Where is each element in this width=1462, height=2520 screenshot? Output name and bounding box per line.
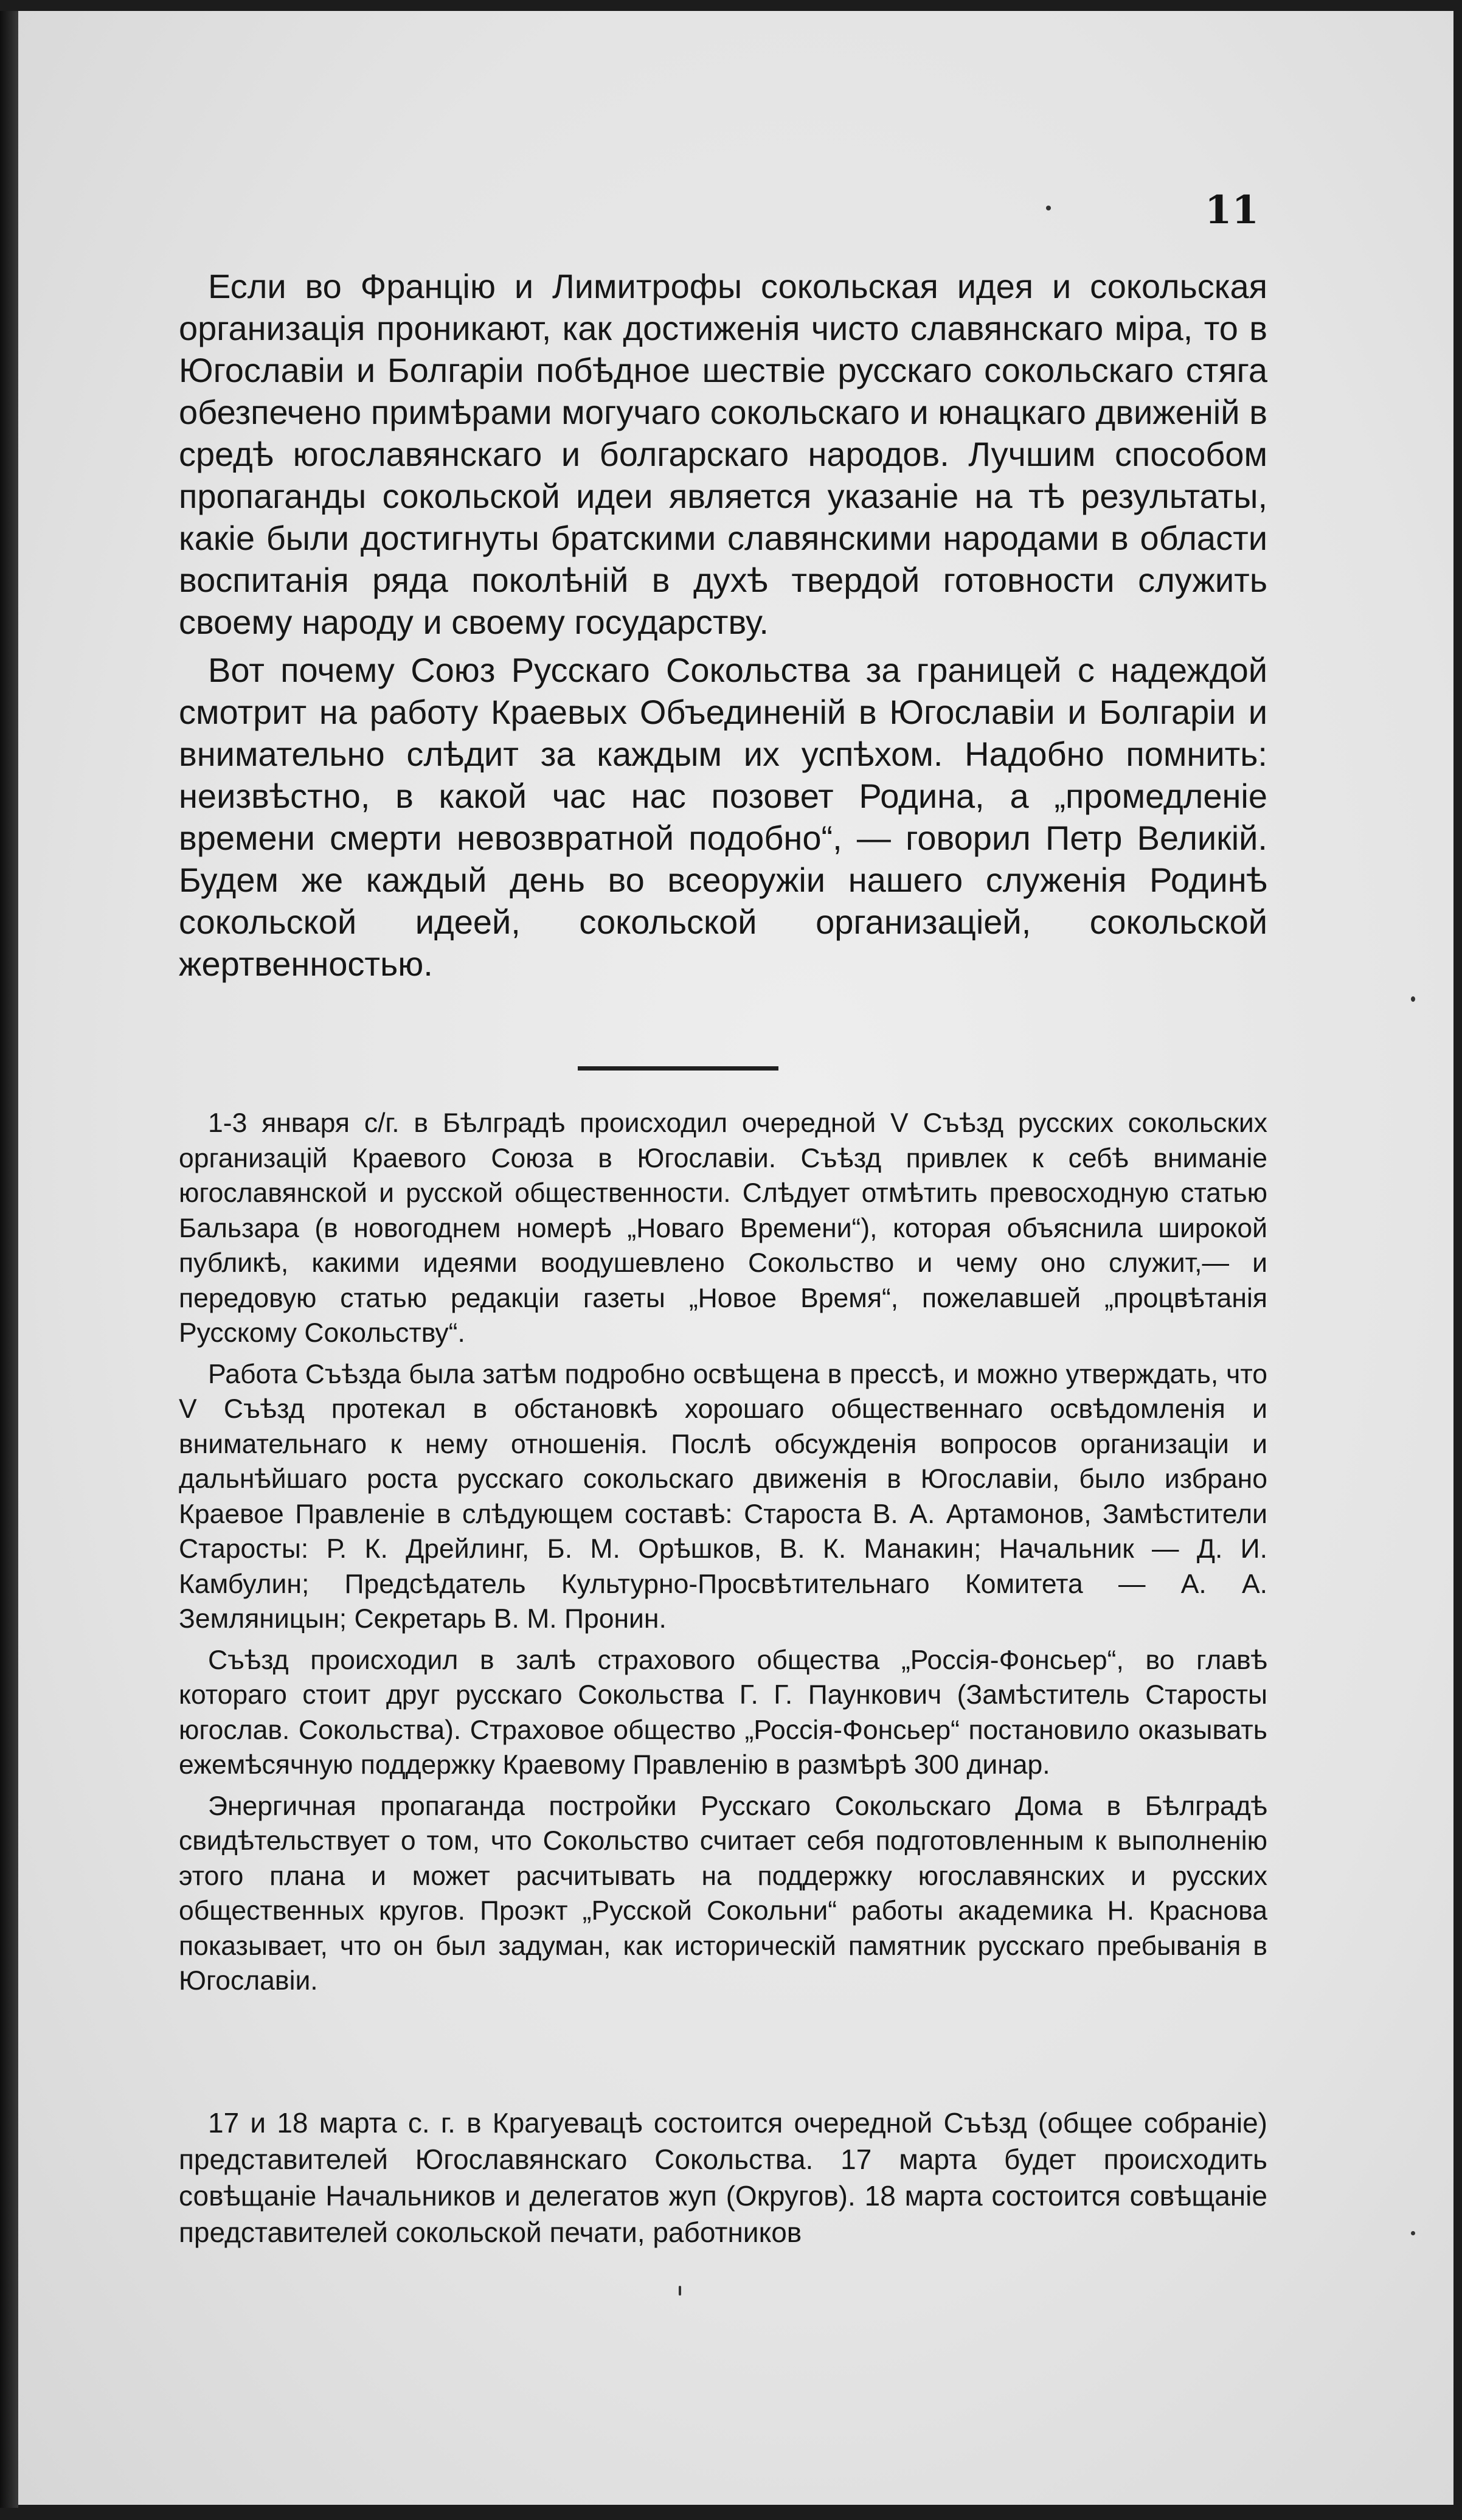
- print-speck: [679, 2286, 681, 2296]
- report-paragraph: Энергичная пропаганда постройки Русскаго Сокольскаго Дома в Бѣлградѣ свидѣтельствует о том, что Сокольство считает себя подготовленным к выполненію этого плана и может расчитывать на поддержку югославянских и русских общественных кругов. Проэкт „Русской Сокольни“ работы академика Н. Краснова показывает, что он был задуман, как историческій памятник русскаго пребыванія в Югославіи.: [179, 1791, 1267, 1996]
- section-divider: [578, 1066, 778, 1071]
- main-paragraph: Вот почему Союз Русскаго Сокольства за границей с надеждой смотрит на работу Краевых Объединеній в Югославіи и Болгаріи и внимательно слѣдит за каждым их успѣхом. Надобно помнить: неизвѣстно, в какой час нас позовет Родина, а „промедленіе времени смерти невозвратной подобно“, — говорил Петр Великій. Будем же каждый день во всеоружіи нашего служенія Родинѣ сокольской идеей, сокольской организаціей, сокольской жертвенностью.: [179, 651, 1267, 983]
- print-speck: [1411, 996, 1415, 1002]
- book-spine-shadow: [0, 11, 18, 2508]
- announcement-text: [179, 2105, 1267, 2251]
- print-speck: [1046, 206, 1051, 210]
- report-paragraph: 1-3 января с/г. в Бѣлградѣ происходил очередной V Съѣзд русских сокольских организацій Краевого Союза в Югославіи. Съѣзд привлек к себѣ вниманіе югославянской и русской общественности. Слѣдует отмѣтить превосходную статью Бальзара (в новогоднем номерѣ „Новаго Времени“), которая объяснила широкой публикѣ, какими идеями воодушевлено Сокольство и чему оно служит,— и передовую статью редакціи газеты „Новое Время“, пожелавшей „процвѣтанія Русскому Сокольству“.: [179, 1108, 1267, 1348]
- print-speck: [1411, 2231, 1415, 2235]
- main-article-text: [179, 265, 1267, 985]
- scanned-page: [18, 11, 1453, 2505]
- announcement-paragraph: 17 и 18 марта с. г. в Крагуевацѣ состоится очередной Съѣзд (общее собраніе) представителей Югославянскаго Сокольства. 17 марта будет происходить совѣщаніе Начальников и делегатов жуп (Округов). 18 марта состоится совѣщаніе представителей сокольской печати, работников: [179, 2107, 1267, 2248]
- congress-report-text: [179, 1106, 1267, 1999]
- report-paragraph: Работа Съѣзда была затѣм подробно освѣщена в прессѣ, и можно утверждать, что V Съѣзд протекал в обстановкѣ хорошаго общественнаго освѣдомленія и внимательнаго к нему отношенія. Послѣ обсужденія вопросов организаціи и дальнѣйшаго роста русскаго сокольскаго движенія в Югославіи, было избрано Краевое Правленіе в слѣдующем составѣ: Староста В. А. Артамонов, Замѣстители Старосты: Р. К. Дрейлинг, Б. М. Орѣшков, В. К. Манакин; Начальник — Д. И. Камбулин; Предсѣдатель Культурно-Просвѣтительнаго Комитета — А. А. Земляницын; Секретарь В. М. Пронин.: [179, 1359, 1267, 1634]
- report-paragraph: Съѣзд происходил в залѣ страхового общества „Россія-Фонсьер“, во главѣ котораго стоит друг русскаго Сокольства Г. Г. Паункович (Замѣститель Старосты югослав. Сокольства). Страховое общество „Россія-Фонсьер“ постановило оказывать ежемѣсячную поддержку Краевому Правленію в размѣрѣ 300 динар.: [179, 1645, 1267, 1780]
- page-number: 11: [1204, 187, 1259, 233]
- main-paragraph: Если во Францію и Лимитрофы сокольская идея и сокольская организація проникают, как достиженія чисто славянскаго міра, то в Югославіи и Болгаріи побѣдное шествіе русскаго сокольскаго стяга обезпечено примѣрами могучаго сокольскаго и юнацкаго движеній в средѣ югославянскаго и болгарскаго народов. Лучшим способом пропаганды сокольской идеи является указаніе на тѣ результаты, какіе были достигнуты братскими славянскими народами в области воспитанія ряда поколѣній в духѣ твердой готовности служить своему народу и своему государству.: [179, 267, 1267, 641]
